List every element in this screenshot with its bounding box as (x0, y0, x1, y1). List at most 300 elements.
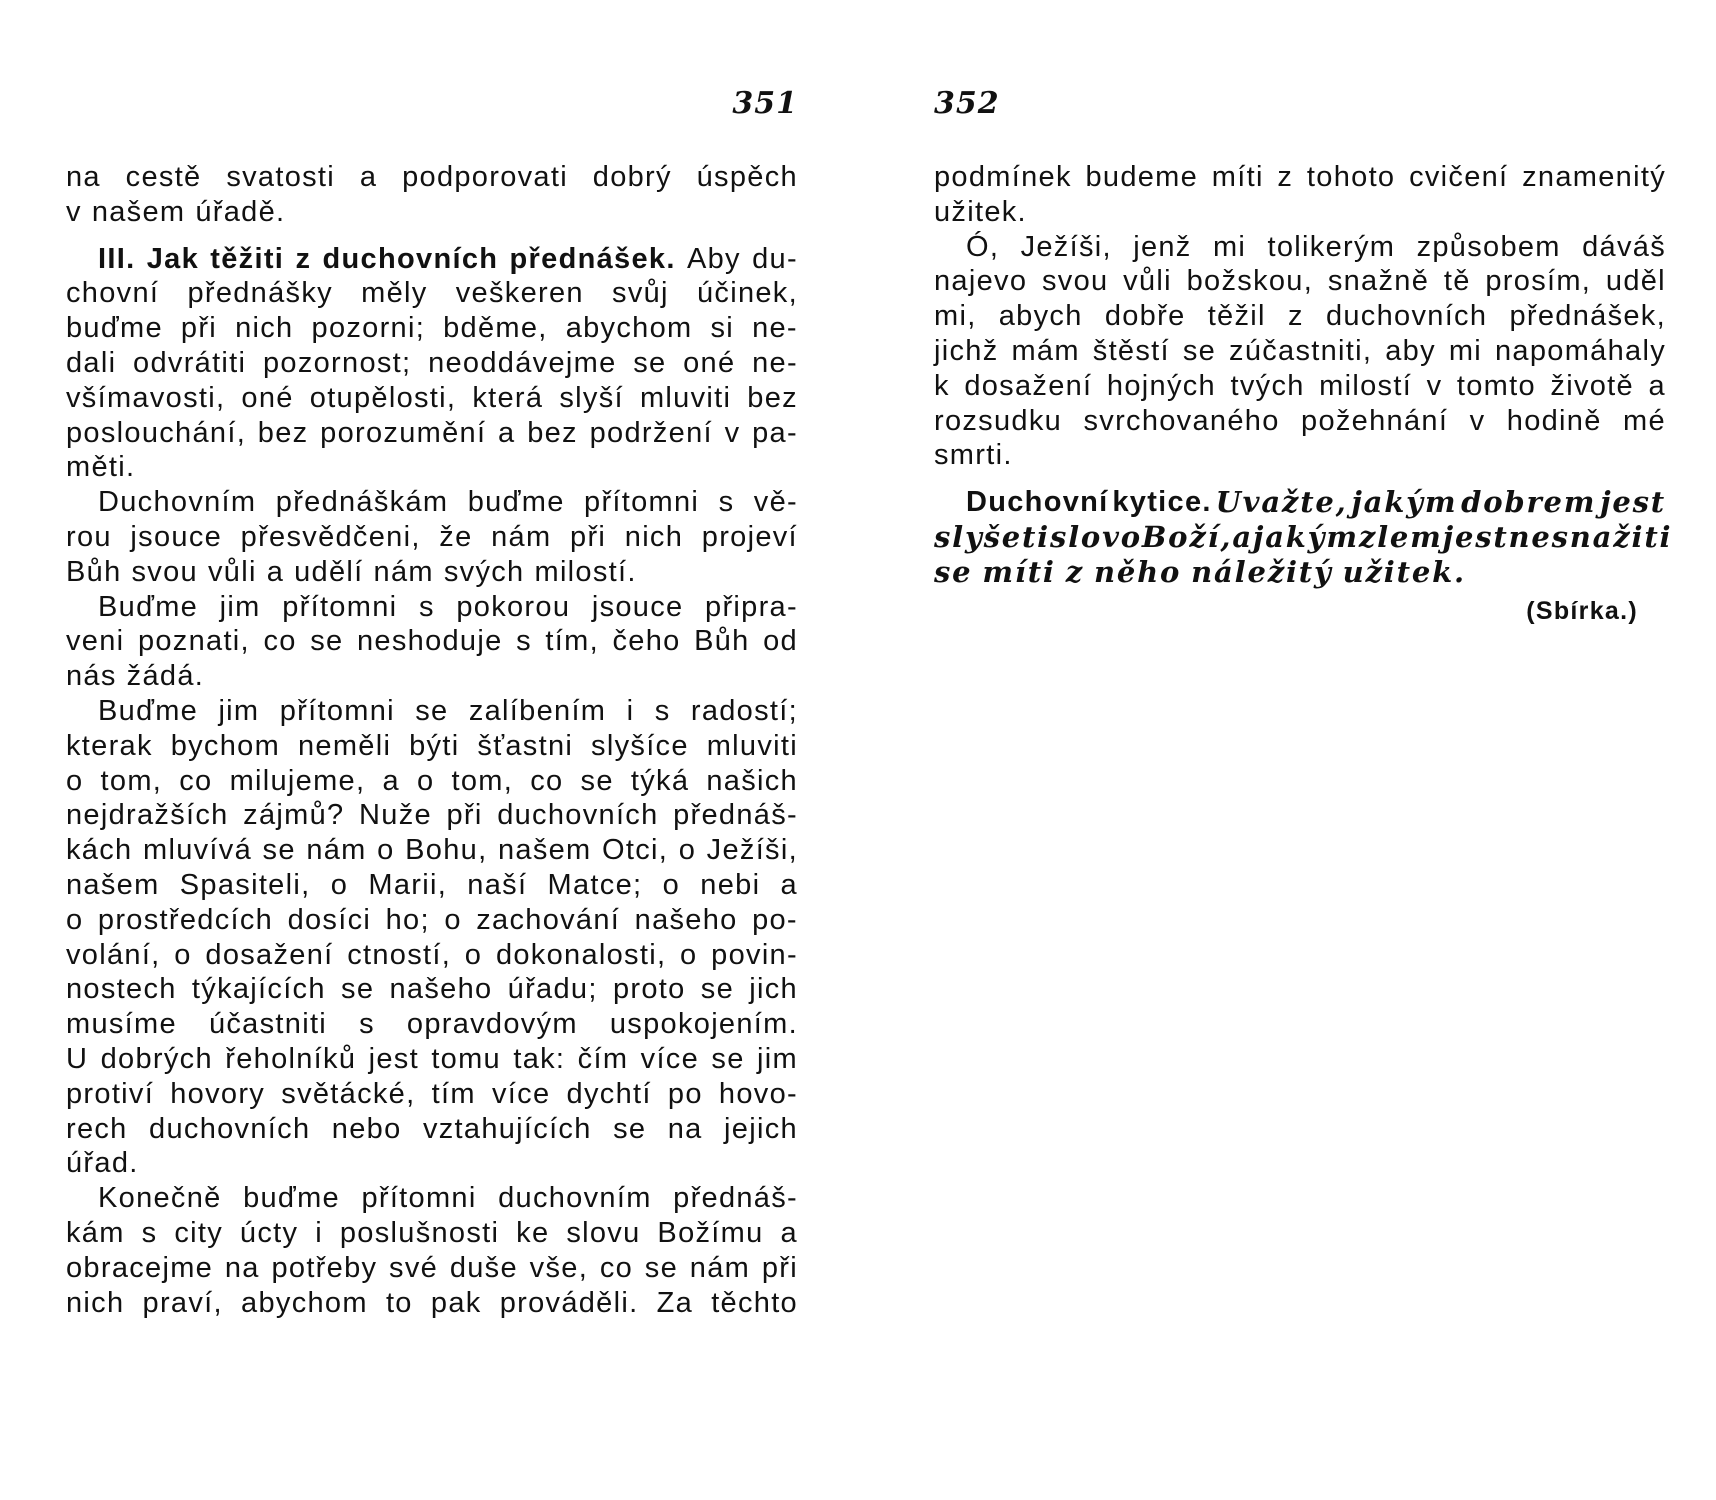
word: úřadě. (195, 195, 286, 228)
word: co (263, 625, 297, 658)
word: ho; (385, 903, 430, 936)
word: svatosti (226, 161, 336, 193)
section-title-word: z (295, 242, 312, 275)
word: oné (241, 381, 294, 414)
text-line (66, 868, 798, 903)
bouquet-title-word: kytice. (1112, 486, 1212, 519)
word: oné (683, 346, 736, 379)
word: praví, (142, 1286, 223, 1319)
word: šťastni (477, 729, 574, 762)
word: nebo (331, 1112, 402, 1145)
word: neshoduje (356, 625, 503, 658)
word: jenž (1133, 230, 1192, 263)
italic-word: jest (1600, 485, 1666, 520)
word: odvrátiti (133, 346, 247, 379)
word: v (1469, 404, 1486, 437)
word: vůli (1123, 265, 1172, 298)
word: mi (1212, 230, 1247, 263)
word: božskou, (1186, 265, 1314, 298)
text-line (66, 1286, 798, 1321)
section-title-word: Jak (146, 242, 200, 275)
word: v (66, 195, 82, 228)
word: naší (467, 868, 528, 901)
italic-word: Uvažte, (1215, 485, 1348, 520)
word: se (341, 973, 375, 1006)
word: těchto (711, 1286, 798, 1319)
word: která (472, 381, 544, 414)
word: podržení (589, 416, 713, 449)
text-line (66, 1077, 798, 1112)
word: Marii, (368, 868, 448, 901)
word: a (780, 868, 798, 901)
text-line (66, 798, 798, 833)
word: obracejme (66, 1251, 214, 1284)
word: tom, (451, 764, 514, 797)
text-line (66, 276, 798, 311)
text-line (66, 555, 798, 590)
bouquet-heading-line (934, 485, 1666, 520)
word: nich (235, 312, 294, 345)
word: dosažení (964, 369, 1093, 402)
word: přítomni (282, 590, 398, 623)
word: i (315, 1216, 323, 1249)
text-line (66, 416, 798, 451)
word: abychom (565, 312, 693, 345)
word: chovní (66, 277, 160, 310)
word: na (66, 161, 101, 193)
paragraph-gap (66, 230, 798, 242)
page-number: 352 (934, 86, 1000, 121)
italic-word: jakým (1252, 519, 1359, 554)
word: požehnání (1301, 404, 1449, 437)
text-line (934, 299, 1666, 334)
word: tak: (513, 1042, 566, 1075)
word: na (667, 1112, 703, 1145)
word: bez (257, 416, 309, 449)
word: nám (306, 834, 367, 867)
word: city (174, 1216, 224, 1249)
word: připra- (705, 590, 798, 623)
word: Nuže (359, 799, 432, 832)
word: nás (66, 660, 117, 693)
text-line (66, 624, 798, 659)
word: přítomni (361, 1182, 477, 1215)
word: našeho (634, 903, 738, 936)
paragraph-gap (934, 473, 1666, 485)
word: a (780, 1216, 798, 1249)
word: přednáš- (673, 1182, 798, 1215)
word: rech (66, 1112, 128, 1145)
text-line (66, 160, 798, 195)
word: s (654, 694, 671, 727)
word: dobře (1104, 300, 1186, 333)
word: veni (66, 625, 125, 658)
word: přednášek, (1509, 300, 1666, 333)
word: o (662, 868, 681, 901)
word: duchovních (497, 799, 659, 832)
word: porozumění (320, 416, 487, 449)
text-line (66, 659, 798, 694)
word: se (262, 834, 296, 867)
text-line (934, 519, 1673, 555)
word: ke (516, 1216, 550, 1249)
word: co (599, 1251, 634, 1284)
word: buďme (243, 1182, 340, 1215)
text-line (66, 1181, 798, 1216)
word: proto (612, 973, 686, 1006)
word: poslušnosti (339, 1216, 500, 1249)
word: s (141, 1216, 158, 1249)
word: bychom (170, 729, 281, 762)
text-line (66, 938, 798, 973)
word: to (385, 1286, 413, 1319)
text-line (934, 334, 1666, 369)
word: aby (1385, 334, 1436, 367)
word: musíme (66, 1008, 177, 1041)
text-line (66, 450, 798, 485)
word: úcty (239, 1216, 299, 1249)
word: Za (656, 1286, 694, 1319)
word: o (377, 834, 395, 867)
word: po (667, 1077, 703, 1110)
word: uspokojením. (609, 1008, 798, 1041)
word: Otci, (602, 834, 669, 867)
word: poznati, (137, 625, 250, 658)
word: jim (219, 590, 261, 623)
section-title-word: těžiti (210, 242, 285, 275)
word: se (644, 1251, 679, 1284)
word: poslouchání, (66, 416, 247, 449)
word: měti. (66, 451, 136, 484)
text-line (934, 369, 1666, 404)
word: zájmů? (243, 799, 345, 832)
word: jim (218, 694, 260, 727)
word: pokorou (456, 590, 571, 623)
word: v (1426, 369, 1443, 402)
text-line (934, 438, 1666, 473)
word: abych (998, 300, 1083, 333)
word: hojných (1106, 369, 1216, 402)
word: o (444, 903, 462, 936)
word: z (1287, 300, 1304, 333)
word: Spasiteli, (179, 868, 311, 901)
text-line (934, 160, 1666, 195)
word: dychtí (566, 1077, 652, 1110)
word: vše, (529, 1251, 589, 1284)
word: napomáhaly (1495, 334, 1666, 367)
word: přednáš- (673, 799, 798, 832)
word: našem (497, 834, 592, 867)
text-line (66, 729, 798, 764)
word: pak (430, 1286, 482, 1319)
word: najevo (934, 265, 1028, 298)
word: více (491, 1077, 551, 1110)
word: našem (66, 868, 160, 901)
word: dokonalosti, (495, 938, 667, 971)
word: nám (689, 1251, 751, 1284)
word: povin- (711, 938, 798, 971)
word: o (680, 938, 698, 971)
word: tím, (545, 625, 599, 658)
word: o (174, 938, 192, 971)
word: nám (373, 555, 434, 588)
word: o (416, 764, 435, 797)
word: na (224, 1251, 260, 1284)
word: radostí; (690, 694, 798, 727)
word: jejich (724, 1112, 798, 1145)
word: tě (1443, 265, 1471, 298)
word: zalíbením (468, 694, 607, 727)
word: o (66, 903, 84, 936)
word: jsouce (130, 520, 223, 553)
word: hodině (1506, 404, 1602, 437)
word: nebi (700, 868, 761, 901)
word: Buďme (98, 694, 199, 727)
text-line (934, 404, 1666, 439)
word: dali (66, 346, 117, 379)
text-line (66, 590, 798, 625)
word: přesvědčeni, (240, 520, 421, 553)
word: pozornost; (262, 346, 412, 379)
word: du- (752, 242, 798, 275)
italic-word: slyšeti (934, 519, 1050, 554)
word: všímavosti, (66, 381, 226, 414)
word: slyší (559, 381, 624, 414)
page-body (66, 160, 798, 1320)
word: účinek, (696, 277, 798, 310)
word: milostí (1319, 369, 1413, 402)
word: co (179, 764, 213, 797)
word: s (418, 590, 435, 623)
text-line (934, 195, 1666, 230)
word: buďme (66, 312, 163, 345)
word: se (580, 764, 614, 797)
word: nejdražších (66, 799, 229, 832)
word: slyšíce (591, 729, 689, 762)
word: kám (66, 1216, 125, 1249)
word: že (439, 520, 473, 553)
word: podmínek (934, 161, 1072, 193)
page-body (934, 160, 1673, 628)
text-line (934, 230, 1666, 265)
word: s (359, 1008, 375, 1041)
word: býti (409, 729, 460, 762)
word: a (266, 555, 285, 588)
text-line (66, 1216, 798, 1251)
word: úřadu; (507, 973, 598, 1006)
word: své (389, 1251, 439, 1284)
word: úřad. (66, 1147, 139, 1180)
source-text: (Sbírka.) (1526, 596, 1638, 625)
italic-word: něho (1094, 554, 1182, 589)
section-title-word: duchovních (322, 242, 499, 275)
word: čím (577, 1042, 629, 1075)
word: i (626, 694, 635, 727)
word: a (359, 161, 378, 193)
word: Ježíši, (706, 834, 798, 867)
word: se (711, 1042, 745, 1075)
word: Bohu, (405, 834, 488, 867)
word: a (382, 764, 400, 797)
word: z (1277, 161, 1294, 193)
word: Konečně (98, 1182, 222, 1215)
text-line (66, 1251, 798, 1286)
page-number: 351 (732, 86, 798, 121)
word: duše (449, 1251, 518, 1284)
italic-word: jest (1442, 519, 1509, 554)
word: potřeby (271, 1251, 378, 1284)
word: duchovním (498, 1182, 652, 1215)
text-line (66, 346, 798, 381)
word: bez (747, 381, 798, 414)
word: tomu (431, 1042, 501, 1075)
word: projeví (701, 520, 798, 553)
word: s (718, 486, 735, 519)
word: ne- (752, 312, 798, 345)
word: bez (527, 416, 578, 449)
word: co (530, 764, 564, 797)
word: volání, (66, 938, 161, 971)
word: tohoto (1306, 161, 1396, 193)
word: při (570, 520, 607, 553)
word: žádá. (126, 660, 205, 693)
word: Bůh (66, 555, 122, 588)
italic-word: zlem (1358, 519, 1443, 554)
italic-word: míti (982, 554, 1056, 589)
word: kách (66, 834, 133, 867)
text-line (66, 833, 798, 868)
bouquet-title-word: Duchovní (966, 486, 1109, 519)
italic-word: se (934, 554, 973, 589)
word: Aby (686, 242, 741, 275)
word: milujeme, (229, 764, 366, 797)
word: svou (131, 555, 198, 588)
word: při (180, 312, 218, 345)
word: tom, (100, 764, 163, 797)
word: hovo- (718, 1077, 798, 1110)
word: otupělosti, (309, 381, 457, 414)
word: Duchovním (98, 486, 257, 519)
word: měly (361, 277, 428, 310)
word: dosíci (287, 903, 372, 936)
word: kterak (66, 729, 153, 762)
word: našem (91, 195, 186, 228)
word: snažně (1327, 265, 1430, 298)
word: udělí (294, 555, 364, 588)
word: znamenitý (1522, 161, 1666, 193)
word: a (1648, 369, 1666, 402)
text-line (66, 520, 798, 555)
word: prostředcích (97, 903, 274, 936)
italic-word: z (1065, 554, 1084, 589)
word: si (710, 312, 735, 345)
word: prováděli. (499, 1286, 639, 1319)
word: podporovati (402, 161, 568, 193)
word: smrti. (934, 439, 1013, 472)
italic-word: Boží, (1141, 519, 1233, 554)
word: opravdovým (406, 1008, 578, 1041)
word: budeme (1085, 161, 1199, 193)
word: způsobem (1416, 230, 1561, 263)
word: se (633, 346, 667, 379)
word: životě (1550, 369, 1634, 402)
text-line (66, 903, 798, 938)
word: nostech (66, 973, 177, 1006)
word: mi, (934, 300, 977, 333)
word: Ó, (966, 230, 1000, 263)
italic-word: a (1232, 519, 1253, 554)
word: bděme, (443, 312, 548, 345)
text-line (934, 555, 1666, 590)
word: o (330, 868, 349, 901)
word: tolikerým (1267, 230, 1396, 263)
word: Buďme (98, 590, 199, 623)
word: se (1182, 334, 1217, 367)
word: abychom (241, 1286, 368, 1319)
italic-word: užitek. (1342, 554, 1466, 589)
word: a (498, 416, 516, 449)
word: více (640, 1042, 700, 1075)
text-line (66, 764, 798, 799)
word: duchovních (1325, 300, 1488, 333)
word: slovu (566, 1216, 641, 1249)
word: ne- (752, 346, 798, 379)
word: přítomni (279, 694, 395, 727)
word: jich (749, 973, 798, 1006)
text-line (66, 1042, 798, 1077)
word: s (516, 625, 532, 658)
word: hovory (170, 1077, 266, 1110)
word: dosažení (205, 938, 334, 971)
word: vě- (753, 486, 798, 519)
word: neoddávejme (428, 346, 617, 379)
text-line (934, 264, 1666, 299)
word: přednášky (187, 277, 333, 310)
word: mluviti (639, 381, 732, 414)
italic-word: jakým (1351, 485, 1458, 520)
word: se (613, 1112, 647, 1145)
word: jim (756, 1042, 798, 1075)
word: týkajících (191, 973, 326, 1006)
word: Ježíši, (1020, 230, 1112, 263)
text-line (66, 195, 798, 230)
word: k (934, 369, 950, 402)
section-number: III. (98, 242, 136, 275)
word: uděl (1605, 265, 1666, 298)
word: tím (431, 1077, 476, 1110)
word: svrchovaného (1083, 404, 1280, 437)
source-attribution (934, 594, 1666, 629)
word: o (678, 834, 697, 867)
word: pozorni; (311, 312, 426, 345)
word: našich (706, 764, 798, 797)
word: svou (1041, 265, 1109, 298)
word: duchovních (149, 1112, 311, 1145)
word: ctností, (347, 938, 452, 971)
word: nich (624, 520, 684, 553)
word: dobrých (100, 1042, 213, 1075)
word: buďme (467, 486, 565, 519)
text-line (66, 1146, 798, 1181)
section-title-word: přednášek. (509, 242, 676, 275)
text-line (66, 1007, 798, 1042)
word: po- (752, 903, 798, 936)
word: Božímu (657, 1216, 764, 1249)
word: nám (491, 520, 552, 553)
italic-word: dobrem (1461, 485, 1597, 520)
word: milostí. (534, 555, 637, 588)
word: světácké, (281, 1077, 416, 1110)
